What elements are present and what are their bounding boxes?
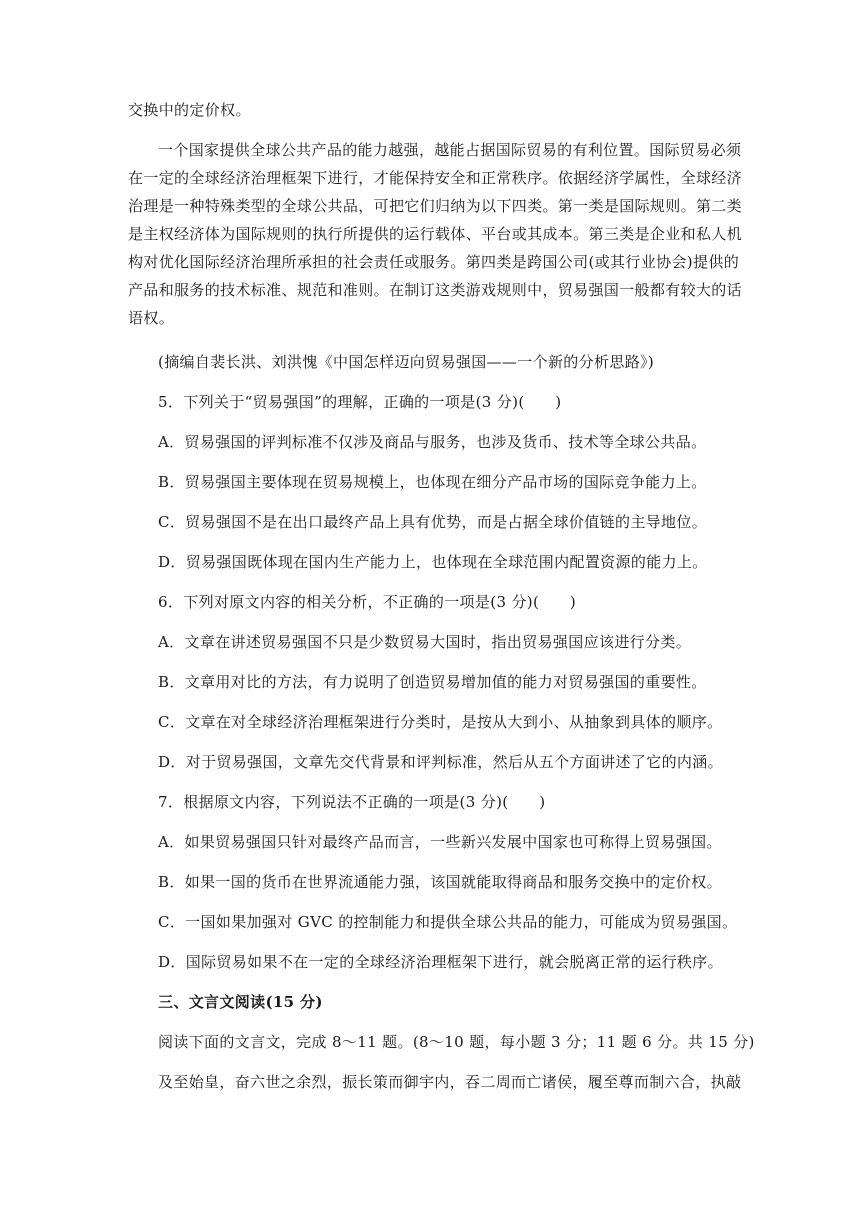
question-option-b: B．文章用对比的方法，有力说明了创造贸易增加值的能力对贸易强国的重要性。 [158, 673, 707, 691]
question-stem: 6．下列对原文内容的相关分析，不正确的一项是(3 分)( ) [158, 593, 577, 611]
question-option-a: A．如果贸易强国只针对最终产品而言，一些新兴发展中国家也可称得上贸易强国。 [158, 833, 722, 851]
question-6 [128, 592, 738, 772]
question-option-d: D．国际贸易如果不在一定的全球经济治理框架下进行，就会脱离正常的运行秩序。 [158, 953, 723, 971]
section-instruction: 阅读下面的文言文，完成 8～11 题。(8～10 题，每小题 3 分；11 题 6 分。共 15 分) [158, 1033, 755, 1051]
paragraph-line: 构对优化国际经济治理所承担的社会责任或服务。第四类是跨国公司(或其行业协会)提供的 [128, 253, 740, 271]
question-option-c: C．文章在对全球经济治理框架进行分类时，是按从大到小、从抽象到具体的顺序。 [158, 713, 723, 731]
spacer [128, 120, 738, 140]
intro-tail-line: 交换中的定价权。 [128, 101, 251, 119]
question-option-d: D．对于贸易强国，文章先交代背景和评判标准，然后从五个方面讲述了它的内涵。 [158, 753, 723, 771]
main-paragraph [128, 140, 743, 328]
question-stem: 7．根据原文内容，下列说法不正确的一项是(3 分)( ) [158, 793, 546, 811]
question-option-b: B．贸易强国主要体现在贸易规模上，也体现在细分产品市场的国际竞争能力上。 [158, 473, 707, 491]
question-option-c: C．一国如果加强对 GVC 的控制能力和提供全球公共品的能力，可能成为贸易强国。 [158, 913, 738, 931]
paragraph-line: 一个国家提供全球公共产品的能力越强，越能占据国际贸易的有利位置。国际贸易必须 [158, 141, 742, 159]
paragraph-line: 产品和服务的技术标准、规范和准则。在制订这类游戏规则中，贸易强国一般都有较大的话 [128, 281, 743, 299]
question-option-d: D．贸易强国既体现在国内生产能力上，也体现在全球范围内配置资源的能力上。 [158, 553, 708, 571]
spacer [128, 372, 738, 392]
question-option-c: C．贸易强国不是在出口最终产品上具有优势，而是占据全球价值链的主导地位。 [158, 513, 708, 531]
paragraph-line: 治理是一种特殊类型的全球公共品，可把它们归纳为以下四类。第一类是国际规则。第二类 [128, 197, 743, 215]
question-7 [128, 792, 738, 972]
question-option-a: A．贸易强国的评判标准不仅涉及商品与服务，也涉及货币、技术等全球公共品。 [158, 433, 707, 451]
question-stem: 5．下列关于“贸易强国”的理解，正确的一项是(3 分)( ) [158, 393, 562, 411]
paragraph-line: 语权。 [128, 309, 175, 327]
source-citation: (摘编自裴长洪、刘洪愧《中国怎样迈向贸易强国——一个新的分析思路》) [158, 353, 655, 371]
section-3 [128, 992, 755, 1092]
question-option-a: A．文章在讲述贸易强国不只是少数贸易大国时，指出贸易强国应该进行分类。 [158, 633, 692, 651]
spacer [128, 328, 738, 352]
question-option-b: B．如果一国的货币在世界流通能力强，该国就能取得商品和服务交换中的定价权。 [158, 873, 722, 891]
classical-text-line: 及至始皇，奋六世之余烈，振长策而御宇内，吞二周而亡诸侯，履至尊而制六合，执敲 [158, 1073, 742, 1091]
document-page [128, 100, 755, 1092]
question-5 [128, 392, 738, 572]
section-heading: 三、文言文阅读(15 分) [158, 993, 323, 1011]
paragraph-line: 是主权经济体为国际规则的执行所提供的运行载体、平台或其成本。第三类是企业和私人机 [128, 225, 743, 243]
paragraph-line: 在一定的全球经济治理框架下进行，才能保持安全和正常秩序。依据经济学属性，全球经济 [128, 169, 743, 187]
